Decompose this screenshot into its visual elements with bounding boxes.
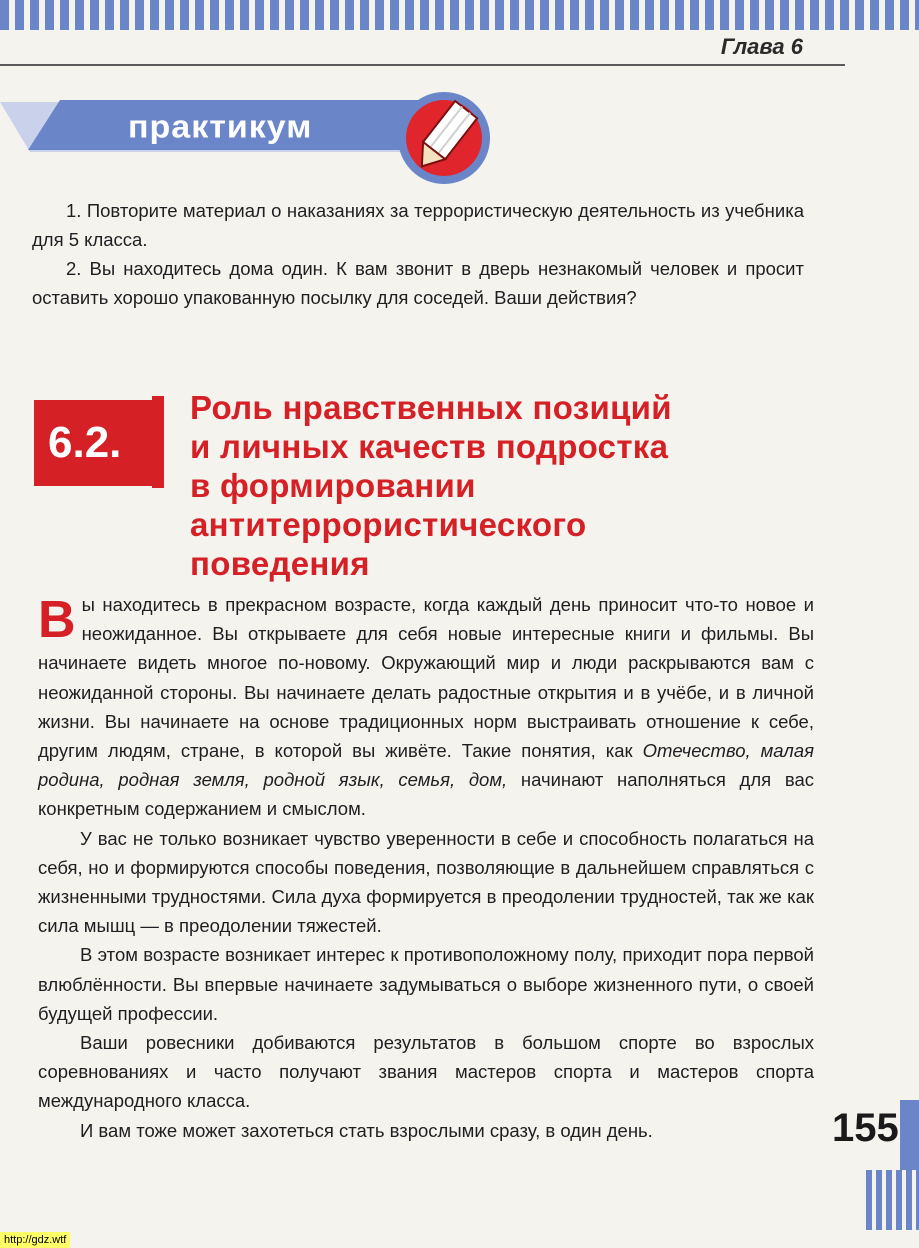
paragraph-1	[38, 590, 814, 824]
top-stripe-decoration	[0, 0, 919, 30]
header-divider	[0, 64, 845, 66]
section-body	[38, 590, 814, 1145]
paragraph-3: В этом возрасте возникает интерес к противоположному полу, приходит пора первой влюблённости. Вы впервые начинаете задумываться о выборе жизненного пути, о своей будущей профессии.	[38, 944, 814, 1024]
task-1-text: 1. Повторите материал о наказаниях за террористическую деятельность из учебника для 5 класса.	[32, 200, 804, 250]
page-tab-decoration	[900, 1100, 919, 1170]
paragraph-1-end: начинают наполняться для вас конкретным содержанием и смыслом.	[38, 769, 814, 820]
paragraph-2: У вас не только возникает чувство уверенности в себе и способность полагаться на себя, но и формируются способы поведения, позволяющие в дальнейшем справляться с жизненными трудностями. Сила духа формируется в преодолении трудностей, так же как сила мышц — в преодолении тяжестей.	[38, 827, 814, 937]
paragraph-4: Ваши ровесники добиваются результатов в большом спорте во взрослых соревнованиях и часто получают звания мастеров спорта и мастеров спорта международного класса.	[38, 1032, 814, 1112]
section-title-line: и личных качеств подростка	[190, 428, 669, 465]
paragraph-1-italic: Отечество, малая родина, родная земля, родной язык, семья, дом,	[38, 740, 814, 791]
practicum-task-1	[32, 196, 804, 254]
section-title-line: в формировании	[190, 467, 476, 504]
bottom-stripe-decoration	[866, 1170, 919, 1230]
watermark-link[interactable]: http://gdz.wtf	[0, 1232, 70, 1248]
section-title	[190, 388, 810, 583]
section-title-line: антитеррористического	[190, 506, 587, 543]
task-2-text: 2. Вы находитесь дома один. К вам звонит в дверь незнакомый человек и просит оставить хорошо упакованную посылку для соседей. Ваши действия?	[32, 258, 804, 308]
section-title-line: поведения	[190, 545, 370, 582]
page-number: 155	[832, 1106, 899, 1150]
pencil-icon	[396, 90, 492, 186]
paragraph-5: И вам тоже может захотеться стать взрослыми сразу, в один день.	[80, 1119, 653, 1141]
section-number: 6.2.	[48, 418, 122, 467]
paragraph-1-start: ы находитесь в прекрасном возрасте, когда каждый день приносит что-то новое и неожиданное. Вы открываете для себя новые интересные книги и фильмы. Вы начинаете видеть многое по-новому. Окружающий мир и люди раскрываются вам с неожиданной стороны. Вы начинаете делать радостные открытия и в учёбе, и в личной жизни. Вы начинаете на основе традиционных норм выстраивать отношение к себе, другим людям, стране, в которой вы живёте. Такие понятия, как	[38, 594, 814, 762]
practicum-title: практикум	[128, 108, 313, 146]
drop-cap: В	[38, 591, 76, 649]
chapter-label: Глава 6	[720, 34, 803, 59]
practicum-task-2	[32, 254, 804, 312]
section-title-line: Роль нравственных позиций	[190, 389, 672, 426]
